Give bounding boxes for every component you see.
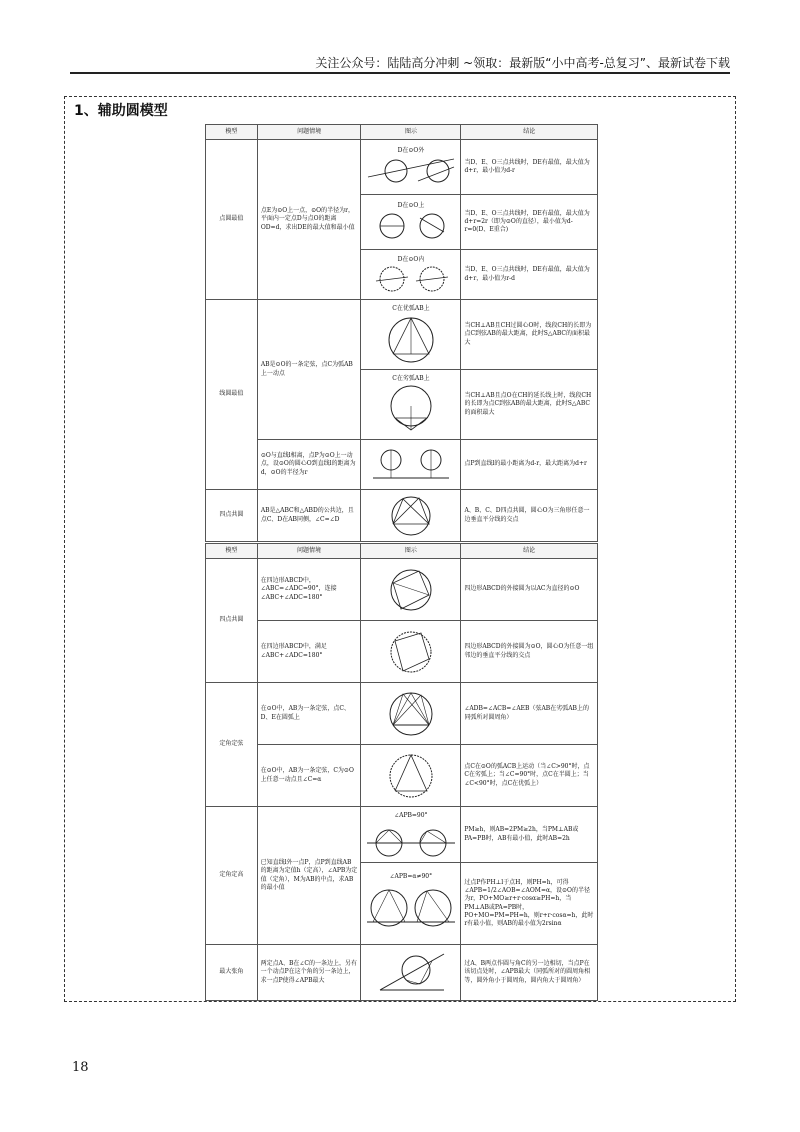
table-header-row [206, 544, 598, 559]
figure-caption: C在优弧AB上 [392, 305, 430, 313]
conclusion-cell: A、B、C、D四点共圆，圆心O为三角形任意一边垂直平分线的交点 [461, 490, 598, 542]
header-context: 问题情境 [257, 125, 361, 140]
point-inside-circle-figure [366, 265, 456, 293]
page-header [70, 50, 730, 74]
figure-cell [361, 370, 461, 440]
context-cell: 已知直线l外一点P，点P到直线AB的距离为定值h（定高），∠APB为定值（定角），M为AB的中点，求AB的最小值 [257, 807, 361, 945]
context-cell: 在四边形ABCD中，∠ABC=∠ADC=90°，连接∠ABC+∠ADC=180° [257, 559, 361, 621]
conclusion-cell: 当CH⊥AB且点O在CH的延长线上时，线段CH的长即为点C到弦AB的最大距离，此时S△ABC的面积最大 [461, 370, 598, 440]
cyclic-quad-right-figure [381, 565, 441, 615]
figure-caption: C在劣弧AB上 [392, 375, 430, 383]
context-cell: 点E为⊙O上一点，⊙O的半径为r，平面内一定点D与点O的距离OD=d，求出DE的最大值和最小值 [257, 140, 361, 300]
figure-cell [361, 490, 461, 542]
figure-cell [361, 195, 461, 250]
figure-caption: D在⊙O外 [397, 146, 425, 154]
context-cell: AB是△ABC和△ABD的公共边，且点C、D在AB同侧，∠C=∠D [257, 490, 361, 542]
header-model: 模型 [206, 125, 258, 140]
model-cell: 点圆最值 [206, 140, 258, 300]
figure-cell [361, 250, 461, 300]
table-row [206, 490, 598, 542]
fixed-chord-angles-figure [381, 689, 441, 739]
header-figure: 图示 [361, 544, 461, 559]
model-cell: 定角定高 [206, 807, 258, 945]
conclusion-cell: ∠ADB=∠ACB=∠AEB（弦AB在劣弧AB上的同弧所对圆周角） [461, 683, 598, 745]
conclusion-cell: 过点P作PH⊥l于点H，则PH=h，可得∠APB=1/2∠AOB=∠AOM=α，设⊙O的半径为r，PO+MO≥r+r·cosα≥PH=h，当PM⊥AB或PA=PB时，PO+MO=PM=PH=h，则r+r·cosα=h，此时r有最小值，则AB的最小值为2rsinα [461, 863, 598, 945]
table-row [206, 559, 598, 621]
context-cell: ⊙O与直线l相离，点P为⊙O上一动点，设⊙O的圆心O到直线l的距离为d，⊙O的半径为r [257, 440, 361, 490]
figure-cell [361, 863, 461, 945]
general-angle-height-figure [365, 882, 457, 934]
model-cell: 线圆最值 [206, 300, 258, 490]
figure-cell [361, 945, 461, 1001]
context-cell: 两定点A、B在∠C的一条边上，另有一个动点P在这个角的另一条边上，求一点P使得∠APB最大 [257, 945, 361, 1001]
header-conclusion: 结论 [461, 544, 598, 559]
table-row [206, 683, 598, 745]
major-arc-figure [381, 314, 441, 364]
page-number: 18 [72, 1060, 89, 1075]
figure-caption: D在⊙O内 [397, 256, 425, 264]
table-row [206, 440, 598, 490]
figure-cell [361, 807, 461, 863]
right-angle-height-figure [365, 821, 457, 857]
model-table-2 [205, 543, 598, 1001]
figure-caption: ∠APB=α≠90° [389, 873, 433, 881]
figure-cell [361, 621, 461, 683]
cyclic-quad-figure [381, 627, 441, 677]
context-cell: 在⊙O中，AB为一条定弦，C为⊙O上任意一动点且∠C=α [257, 745, 361, 807]
figure-cell [361, 140, 461, 195]
table-row [206, 300, 598, 370]
conclusion-cell: 当D、E、O三点共线时，DE有最值，最大值为d+r=2r（即为⊙O的直径），最小值为d-r=0(D、E重合) [461, 195, 598, 250]
table-row [206, 945, 598, 1001]
header-context: 问题情境 [257, 544, 361, 559]
four-point-circle-figure [381, 494, 441, 538]
model-table-1 [205, 124, 598, 542]
conclusion-cell: 当D、E、O三点共线时，DE有最值，最大值为d+r，最小值为d-r [461, 140, 598, 195]
header-model: 模型 [206, 544, 258, 559]
figure-caption: ∠APB=90° [394, 812, 428, 820]
header-figure: 图示 [361, 125, 461, 140]
conclusion-cell: 当D、E、O三点共线时，DE有最值，最大值为d+r，最小值为r-d [461, 250, 598, 300]
conclusion-cell: 点P到直线l的最小距离为d-r，最大距离为d+r [461, 440, 598, 490]
conclusion-cell: 四边形ABCD的外接圆为以AC为直径的⊙O [461, 559, 598, 621]
table-row [206, 745, 598, 807]
figure-cell [361, 745, 461, 807]
table-row [206, 140, 598, 195]
table-header-row [206, 125, 598, 140]
model-cell: 最大张角 [206, 945, 258, 1001]
figure-cell [361, 559, 461, 621]
context-cell: 在四边形ABCD中，满足∠ABC+∠ADC=180° [257, 621, 361, 683]
figure-caption: D在⊙O上 [397, 201, 425, 209]
section-title: 1、辅助圆模型 [74, 103, 168, 119]
conclusion-cell: 四边形ABCD的外接圆为⊙O，圆心O为任意一组邻边的垂直平分线的交点 [461, 621, 598, 683]
max-angle-figure [376, 950, 446, 996]
model-cell: 四点共圆 [206, 559, 258, 683]
table-row [206, 621, 598, 683]
model-cell: 四点共圆 [206, 490, 258, 542]
model-cell: 定角定弦 [206, 683, 258, 807]
table-row [206, 807, 598, 863]
header-conclusion: 结论 [461, 125, 598, 140]
conclusion-cell: 当CH⊥AB且CH过圆心O时，线段CH的长即为点C到弦AB的最大距离，此时S△ABC的面积最大 [461, 300, 598, 370]
header-text: 关注公众号：陆陆高分冲刺 ~领取：最新版“小中高考-总复习”、最新试卷下载 [315, 56, 730, 70]
point-on-circle-figure [366, 210, 456, 242]
context-cell: AB是⊙O的一条定弦，点C为弧AB上一动点 [257, 300, 361, 440]
minor-arc-figure [381, 384, 441, 434]
context-cell: 在⊙O中，AB为一条定弦，点C、D、E在圆弧上 [257, 683, 361, 745]
point-outside-circle-figure [366, 155, 456, 187]
line-circle-figure [371, 446, 451, 484]
conclusion-cell: 点C在⊙O的弧ACB上运动（当∠C>90°时，点C在劣弧上；当∠C=90°时，点C在半圆上；当∠C<90°时，点C在优弧上） [461, 745, 598, 807]
conclusion-cell: PM≥h，则AB=2PM≥2h，当PM⊥AB或PA=PB时，AB有最小值，此时AB=2h [461, 807, 598, 863]
conclusion-cell: 过A、B两点作圆与角C的另一边相切，当点P在该切点处时，∠APB最大（同弧所对的圆周角相等，圆外角小于圆周角，圆内角大于圆周角） [461, 945, 598, 1001]
figure-cell [361, 683, 461, 745]
figure-cell [361, 300, 461, 370]
fixed-angle-figure [381, 751, 441, 801]
figure-cell [361, 440, 461, 490]
